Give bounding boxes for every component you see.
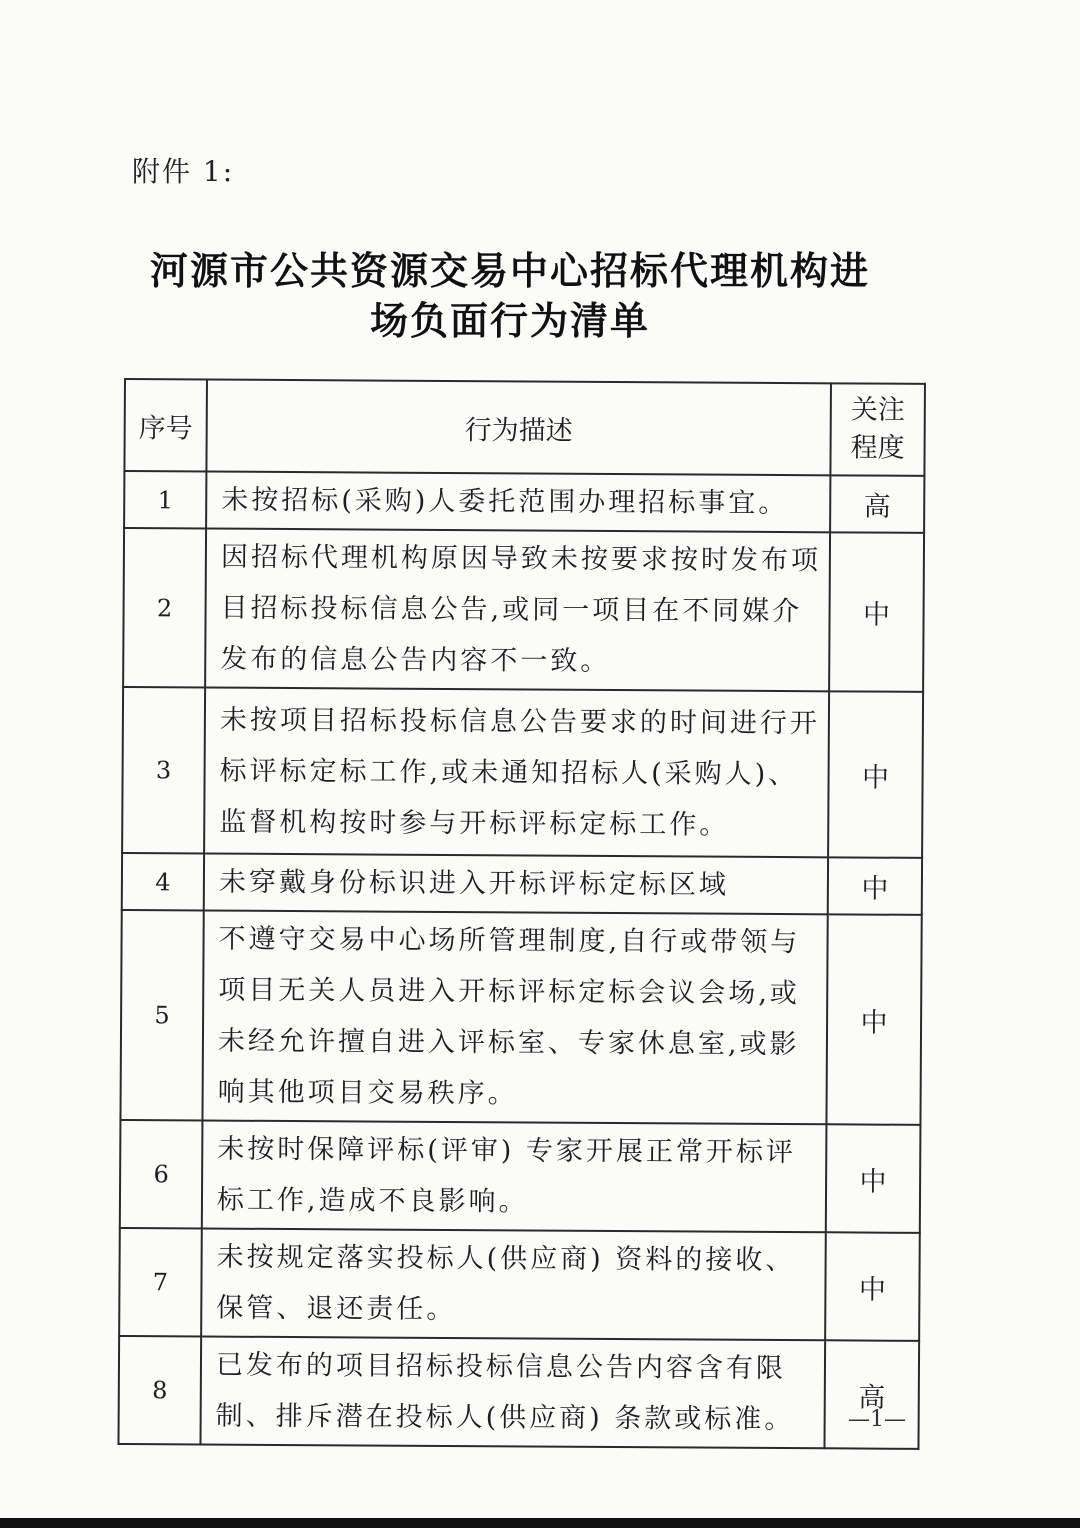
header-level-line2: 程度	[850, 432, 905, 464]
row-level: 中	[826, 914, 921, 1125]
table-row	[122, 853, 922, 915]
page-number: —1—	[848, 1407, 906, 1432]
table-row	[118, 1336, 919, 1449]
table-row	[122, 687, 923, 858]
table-row	[119, 1228, 920, 1341]
table-header-row	[124, 379, 925, 476]
header-desc: 行为描述	[206, 380, 831, 476]
row-seq: 4	[122, 853, 204, 910]
header-level	[830, 383, 925, 476]
document-title-line-1: 河源市公共资源交易中心招标代理机构进	[149, 249, 870, 293]
header-seq: 序号	[124, 379, 207, 471]
table-row	[120, 1120, 921, 1233]
row-level: 中	[828, 691, 923, 858]
header-level-line1: 关注	[850, 394, 905, 426]
row-desc: 已发布的项目招标投标信息公告内容含有限制、排斥潜在投标人(供应商) 条款或标准。	[200, 1336, 825, 1448]
row-level: 中	[828, 857, 922, 915]
row-seq: 2	[123, 528, 206, 687]
row-level: 中	[826, 1124, 921, 1233]
row-desc: 未按时保障评标(评审) 专家开展正常开标评标工作,造成不良影响。	[202, 1120, 827, 1232]
table-row	[120, 910, 921, 1125]
row-level: 中	[825, 1232, 920, 1341]
row-desc: 不遵守交易中心场所管理制度,自行或带领与项目无关人员进入开标评标定标会议会场,或未经允许擅自进入评标室、专家休息室,或影响其他项目交易秩序。	[202, 910, 827, 1124]
row-level: 高	[830, 475, 924, 533]
row-level: 中	[829, 532, 924, 692]
row-seq: 5	[120, 910, 203, 1120]
row-desc: 未按招标(采购)人委托范围办理招标事宜。	[206, 472, 830, 533]
scan-edge-bar	[0, 1518, 1080, 1528]
row-desc: 因招标代理机构原因导致未按要求按时发布项目招标投标信息公告,或同一项目在不同媒介发布的信息公告内容不一致。	[205, 529, 830, 692]
row-seq: 1	[124, 471, 206, 528]
row-desc: 未穿戴身份标识进入开标评标定标区域	[204, 853, 828, 914]
negative-behavior-table	[117, 378, 926, 1450]
row-seq: 8	[118, 1336, 201, 1444]
attachment-label: 附件 1:	[132, 155, 235, 188]
row-level: 高	[824, 1340, 919, 1449]
row-desc: 未按规定落实投标人(供应商) 资料的接收、保管、退还责任。	[201, 1228, 826, 1340]
document-title-line-2: 场负面行为清单	[369, 299, 650, 343]
table-row	[124, 471, 924, 533]
row-seq: 6	[120, 1120, 203, 1228]
table-row	[123, 528, 924, 692]
row-seq: 3	[122, 687, 205, 853]
row-seq: 7	[119, 1228, 202, 1336]
row-desc: 未按项目招标投标信息公告要求的时间进行开标评标定标工作,或未通知招标人(采购人)、监督机构按时参与开标评标定标工作。	[204, 688, 829, 858]
